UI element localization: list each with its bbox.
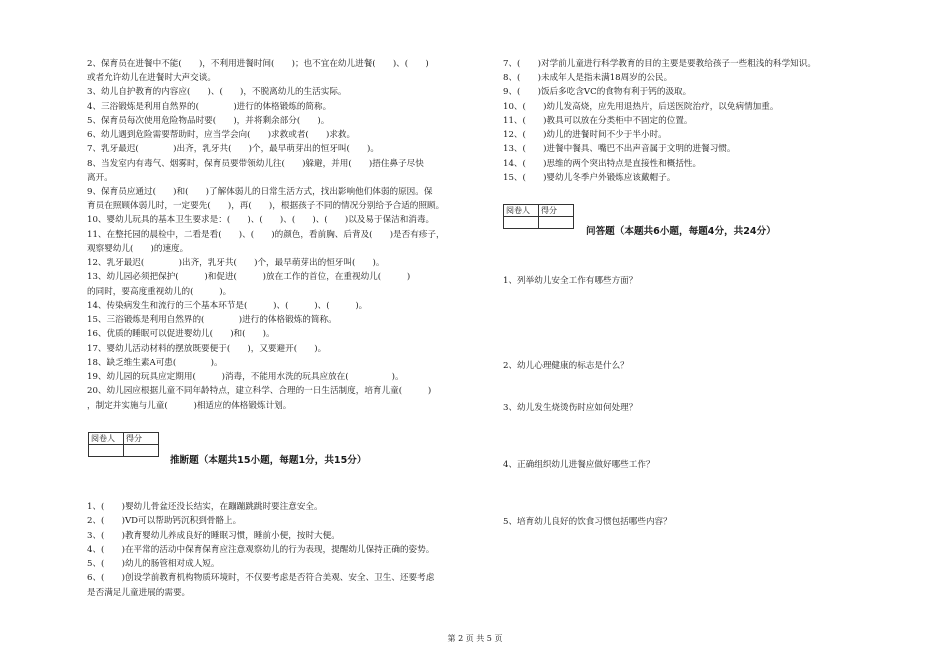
tf-q8: 8、( )未成年人是指未满18周岁的公民。 [503, 73, 673, 83]
fill-q18: 18、缺乏维生素A可患( )。 [87, 358, 223, 368]
tf-q6-line2: 是否满足儿童进展的需要。 [87, 588, 191, 598]
tf-q5: 5、( )幼儿的肠管相对成人短。 [87, 559, 220, 569]
score-cell[interactable] [539, 217, 574, 229]
tf-q7: 7、( )对学前儿童进行科学教育的目的主要是要教给孩子一些粗浅的科学知识。 [503, 59, 816, 69]
fill-q9-line1: 9、保育员应通过( )和( )了解体弱儿的日常生活方式，找出影响他们体弱的原因。保 [87, 187, 433, 197]
tf-q6-line1: 6、( )创设学前教育机构物质环境时，不仅要考虑是否符合美观、安全、卫生、还要考虑 [87, 573, 435, 583]
fill-q12: 12、乳牙最迟( )出齐，乳牙共( )个，最早萌芽出的恒牙叫( )。 [87, 258, 385, 268]
score-label: 得分 [539, 205, 574, 217]
fill-q13-line1: 13、幼儿园必须把保护( )和促进( )放在工作的首位，在重视幼儿( ) [87, 272, 411, 282]
tf-q15: 15、( )婴幼儿冬季户外锻炼应该戴帽子。 [503, 173, 676, 183]
tf-q12: 12、( )幼儿的进餐时间不少于半小时。 [503, 130, 667, 140]
score-label: 得分 [124, 433, 159, 445]
reviewer-label: 阅卷人 [504, 205, 539, 217]
reviewer-cell[interactable] [504, 217, 539, 229]
tf-q2: 2、( )VD可以帮助钙沉积到骨骼上。 [87, 516, 242, 526]
tf-q14: 14、( )思维的两个突出特点是直接性和概括性。 [503, 159, 702, 169]
fill-q5: 5、保育员每次使用危险物品时要( )，并将剩余部分( )。 [87, 116, 330, 126]
fill-q7: 7、乳牙最迟( )出齐，乳牙共( )个，最早萌芽出的恒牙叫( )。 [87, 144, 379, 154]
fill-q17: 17、婴幼儿活动材料的摆放既要便于( )，又要避开( )。 [87, 344, 327, 354]
fill-q2-line2: 或者允许幼儿在进餐时大声交谈。 [87, 73, 216, 83]
fill-q10: 10、婴幼儿玩具的基本卫生要求是：( )、( )、( )、( )以及易于保洁和消毒。 [87, 215, 435, 225]
score-cell[interactable] [124, 445, 159, 457]
tf-q11: 11、( )教具可以放在分类柜中不固定的位置。 [503, 116, 693, 126]
tf-q13: 13、( )进餐中餐具、嘴巴不出声音属于文明的进餐习惯。 [503, 144, 736, 154]
qa-q5: 5、培育幼儿良好的饮食习惯包括哪些内容？ [503, 517, 672, 527]
fill-q9-line2: 育员在照顾体弱儿时，一定要先( )，再( )，根据孩子不同的情况分别给予合适的照顾。 [87, 201, 445, 211]
fill-q20-line1: 20、幼儿园应根据儿童不同年龄特点，建立科学、合理的一日生活制度，培育儿童( ) [87, 386, 432, 396]
tf-q4: 4、( )在平常的活动中保育保育应注意观察幼儿的行为表现，提醒幼儿保持正确的姿势。 [87, 545, 435, 555]
fill-q4: 4、三浴锻炼是利用自然界的( )进行的体格锻炼的简称。 [87, 102, 332, 112]
page-number: 第 2 页 共 5 页 [447, 634, 503, 643]
section-title-qa: 问答题（本题共6小题，每题4分，共24分） [586, 226, 776, 237]
fill-q3: 3、幼儿自护教育的内容应( )、( )，不脱离幼儿的生活实际。 [87, 87, 347, 97]
qa-q3: 3、幼儿发生烧烫伤时应如何处理？ [503, 403, 638, 413]
reviewer-label: 阅卷人 [89, 433, 124, 445]
fill-q8-line1: 8、当发室内有毒气、烟雾时，保育员要带领幼儿往( )躲避，并用( )捂住鼻子尽快 [87, 159, 424, 169]
fill-q19: 19、幼儿园的玩具应定期用( )消毒，不能用水洗的玩具应放在( )。 [87, 372, 404, 382]
tf-q9: 9、( )饭后多吃含VC的食物有利于钙的汲取。 [503, 87, 692, 97]
qa-q1: 1、列举幼儿安全工作有哪些方面？ [503, 276, 638, 286]
score-table-judgment [88, 432, 159, 457]
score-table-qa [503, 204, 574, 229]
fill-q11-line1: 11、在整托园的晨检中，二看是看( )、( )的颜色，看前胸、后背及( )是否有疹子， [87, 230, 445, 240]
fill-q15: 15、三浴锻炼是利用自然界的( )进行的体格锻炼的简称。 [87, 315, 337, 325]
tf-q10: 10、( )幼儿发高烧，应先用退热片，后送医院治疗，以免病情加重。 [503, 102, 779, 112]
reviewer-cell[interactable] [89, 445, 124, 457]
section-title-judgment: 推断题（本题共15小题，每题1分，共15分） [170, 455, 367, 466]
fill-q2-line1: 2、保育员在进餐中不能( )，不利用进餐时间( )；也不宜在幼儿进餐( )、( ) [87, 59, 429, 69]
fill-q16: 16、优质的睡眠可以促进婴幼儿( )和( )。 [87, 329, 275, 339]
qa-q2: 2、幼儿心理健康的标志是什么？ [503, 361, 629, 371]
tf-q1: 1、( )婴幼儿骨盆还没长结实，在蹦蹦跳跳时要注意安全。 [87, 502, 323, 512]
fill-q14: 14、传染病发生和流行的三个基本环节是( )、( )、( )。 [87, 301, 368, 311]
qa-q4: 4、正确组织幼儿进餐应做好哪些工作？ [503, 460, 655, 470]
fill-q11-line2: 观察婴幼儿( )的速度。 [87, 244, 189, 254]
fill-q8-line2: 离开。 [87, 173, 113, 183]
tf-q3: 3、( )教育婴幼儿养成良好的睡眠习惯，睡前小便，按时大便。 [87, 531, 340, 541]
fill-q13-line2: 的同时，要高度重视幼儿的( )。 [87, 287, 232, 297]
fill-q6: 6、幼儿遇到危险需要帮助时，应当学会向( )求救或者( )求救。 [87, 130, 356, 140]
fill-q20-line2: ，制定并实施与儿童( )相适应的体格锻炼计划。 [87, 401, 292, 411]
